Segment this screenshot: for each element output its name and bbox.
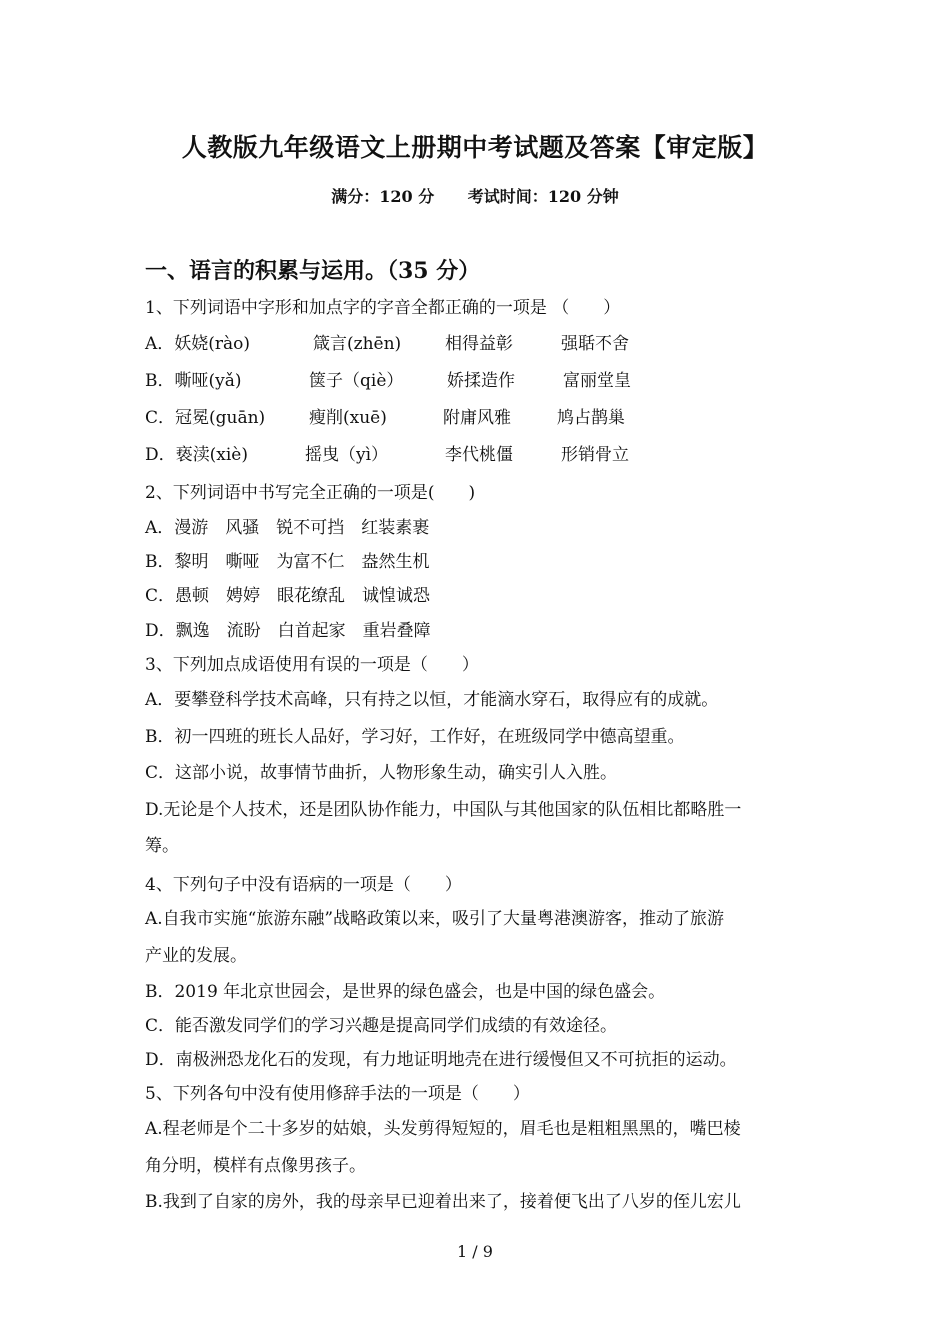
question-4-stem: 4、下列句子中没有语病的一项是（ ）: [145, 875, 462, 895]
exam-info: [0, 184, 950, 207]
page-number: 1 / 9: [457, 1242, 493, 1261]
question-1-option-d: [145, 440, 805, 464]
question-2-option-d: D．飘逸 流盼 白首起家 重岩叠障: [145, 621, 431, 641]
option-cell: 形销骨立: [561, 445, 629, 465]
question-1-option-c: [145, 403, 805, 427]
option-cell: 鸠占鹊巢: [557, 408, 625, 428]
question-3-option-d: D.无论是个人技术，还是团队协作能力，中国队与其他国家的队伍相比都略胜一: [145, 800, 742, 820]
question-3-option-b: B．初一四班的班长人品好，学习好，工作好，在班级同学中德高望重。: [145, 727, 685, 747]
option-cell: 娇揉造作: [447, 371, 515, 391]
question-5-option-b: B.我到了自家的房外，我的母亲早已迎着出来了，接着便飞出了八岁的侄儿宏儿: [145, 1192, 741, 1212]
question-2-option-a: A．漫游 风骚 锐不可挡 红装素裹: [145, 518, 430, 538]
option-cell: 强聒不舍: [561, 334, 629, 354]
question-4-option-a: A.自我市实施“旅游东融”战略政策以来，吸引了大量粤港澳游客，推动了旅游: [145, 909, 725, 929]
option-cell: 富丽堂皇: [563, 371, 631, 391]
question-3-stem: 3、下列加点成语使用有误的一项是（ ）: [145, 655, 479, 675]
question-2-stem: 2、下列词语中书写完全正确的一项是( ): [145, 483, 476, 503]
option-cell: D．亵渎(xiè): [145, 445, 248, 465]
option-cell: 附庸风雅: [443, 408, 511, 428]
page-title: 人教版九年级语文上册期中考试题及答案【审定版】: [181, 133, 769, 162]
option-cell: B．嘶哑(yǎ): [145, 371, 242, 391]
option-cell: C．冠冕(guān): [145, 408, 266, 428]
option-cell: 李代桃僵: [445, 445, 513, 465]
option-cell: 箴言(zhēn): [313, 334, 402, 354]
section-heading: 一、语言的积累与运用。（35 分）: [145, 258, 481, 284]
question-5-option-a: A.程老师是个二十多岁的姑娘，头发剪得短短的，眉毛也是粗粗黑黑的，嘴巴棱: [145, 1119, 741, 1139]
question-4-option-d: D．南极洲恐龙化石的发现，有力地证明地壳在进行缓慢但又不可抗拒的运动。: [145, 1050, 737, 1070]
question-3-option-a: A．要攀登科学技术高峰，只有持之以恒，才能滴水穿石，取得应有的成就。: [145, 690, 719, 710]
option-cell: 箧子（qiè）: [309, 371, 404, 391]
question-3-option-c: C．这部小说，故事情节曲折，人物形象生动，确实引人入胜。: [145, 763, 618, 783]
question-3-option-d-continued: 筹。: [145, 836, 179, 856]
option-cell: 瘦削(xuē): [309, 408, 387, 428]
question-2-option-b: B．黎明 嘶哑 为富不仁 盎然生机: [145, 552, 430, 572]
option-cell: A．妖娆(rào): [145, 334, 251, 354]
question-1-option-a: [145, 329, 805, 353]
exam-time: 考试时间：120 分钟: [467, 187, 619, 206]
question-4-option-c: C．能否激发同学们的学习兴趣是提高同学们成绩的有效途径。: [145, 1016, 618, 1036]
question-4-option-a-continued: 产业的发展。: [145, 946, 247, 966]
question-5-option-a-continued: 角分明，模样有点像男孩子。: [145, 1156, 366, 1176]
question-4-option-b: B．2019 年北京世园会，是世界的绿色盛会，也是中国的绿色盛会。: [145, 982, 666, 1002]
full-score: 满分：120 分: [331, 187, 435, 206]
option-cell: 相得益彰: [445, 334, 513, 354]
question-1-stem: 1、下列词语中字形和加点字的字音全都正确的一项是 （ ）: [145, 298, 621, 318]
question-2-option-c: C．愚顿 娉婷 眼花缭乱 诚惶诚恐: [145, 586, 431, 606]
option-cell: 摇曳（yì）: [305, 445, 389, 465]
question-5-stem: 5、下列各句中没有使用修辞手法的一项是（ ）: [145, 1084, 530, 1104]
question-1-option-b: [145, 366, 805, 390]
